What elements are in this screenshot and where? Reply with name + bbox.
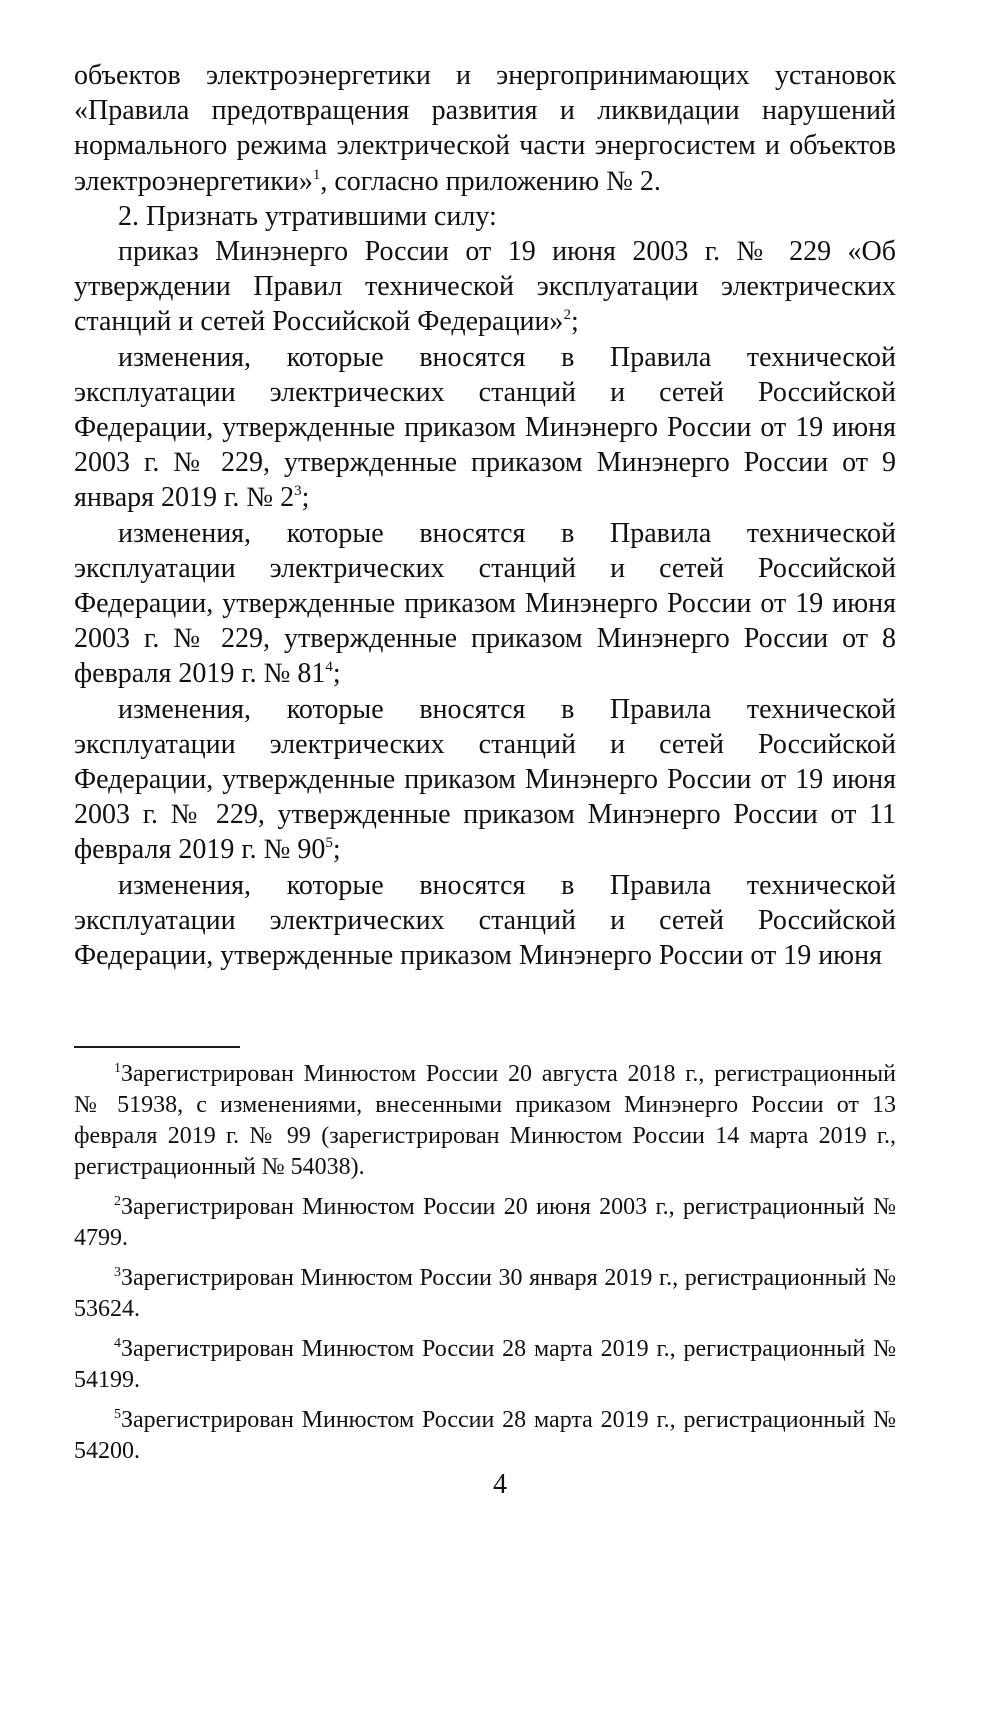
paragraph-tail: ; <box>301 482 310 514</box>
footnote-item <box>74 1405 896 1467</box>
paragraph-tail: ; <box>570 306 579 338</box>
paragraph-change-1 <box>74 340 896 516</box>
paragraph-tail: ; <box>332 658 341 690</box>
paragraph-item-2: 2. Признать утратившими силу: <box>118 200 497 232</box>
paragraph-tail: ; <box>332 834 341 866</box>
footnote-ref[interactable]: 4 <box>325 659 333 676</box>
footnote-item <box>74 1334 896 1396</box>
paragraph-order-229 <box>74 234 896 340</box>
paragraph-text: приказ Минэнерго России от 19 июня 2003 г. № 229 «Об утверждении Правил технической эксплуатации электрических станций и сетей Российской Федерации» <box>74 236 896 338</box>
footnote-mark: 5 <box>114 1407 121 1422</box>
paragraph-tail: , согласно приложению № 2. <box>320 165 661 197</box>
footnote-mark: 3 <box>114 1265 121 1280</box>
footnote-text: Зарегистрирован Минюстом России 20 августа 2018 г., регистрационный № 51938, с изменениями, внесенными приказом Минэнерго России от 13 февраля 2019 г. № 99 (зарегистрирован Минюстом России 14 марта 2019 г., регистрационный № 54038). <box>74 1061 896 1180</box>
footnote-mark: 1 <box>114 1061 121 1076</box>
footnote-text: Зарегистрирован Минюстом России 30 января 2019 г., регистрационный № 53624. <box>74 1265 896 1322</box>
footnotes <box>74 1059 896 1476</box>
footnote-item <box>74 1059 896 1183</box>
footnote-ref[interactable]: 5 <box>325 835 333 852</box>
footnote-item <box>74 1192 896 1254</box>
footnote-separator <box>74 1046 240 1048</box>
footnote-ref[interactable]: 3 <box>294 483 302 500</box>
page-number: 4 <box>493 1469 507 1500</box>
footnote-mark: 4 <box>114 1336 121 1351</box>
footnote-text: Зарегистрирован Минюстом России 28 марта 2019 г., регистрационный № 54200. <box>74 1407 896 1464</box>
main-text <box>74 58 896 973</box>
paragraph-text: изменения, которые вносятся в Правила технической эксплуатации электрических станций и сетей Российской Федерации, утвержденные приказом Минэнерго России от 19 июня 2003 г. № 229, утвержденные приказом Минэнерго России от 9 января 2019 г. № 2 <box>74 341 896 514</box>
paragraph-text: изменения, которые вносятся в Правила технической эксплуатации электрических станций и сетей Российской Федерации, утвержденные приказом Минэнерго России от 19 июня 2003 г. № 229, утвержденные приказом Минэнерго России от 11 февраля 2019 г. № 90 <box>74 693 896 866</box>
paragraph-continuation <box>74 58 896 199</box>
footnote-item <box>74 1263 896 1325</box>
footnote-text: Зарегистрирован Минюстом России 20 июня 2003 г., регистрационный № 4799. <box>74 1194 896 1251</box>
paragraph-text: объектов электроэнергетики и энергопринимающих установок «Правила предотвращения развития и ликвидации нарушений нормального режима электрической части энергосистем и объектов электроэнергетики» <box>74 60 896 197</box>
paragraph-change-4: изменения, которые вносятся в Правила технической эксплуатации электрических станций и сетей Российской Федерации, утвержденные приказом Минэнерго России от 19 июня <box>74 869 896 972</box>
footnote-ref[interactable]: 2 <box>563 307 571 324</box>
footnote-mark: 2 <box>114 1194 121 1209</box>
paragraph-text: изменения, которые вносятся в Правила технической эксплуатации электрических станций и сетей Российской Федерации, утвержденные приказом Минэнерго России от 19 июня 2003 г. № 229, утвержденные приказом Минэнерго России от 8 февраля 2019 г. № 81 <box>74 517 896 690</box>
footnote-ref[interactable]: 1 <box>312 166 321 183</box>
footnote-text: Зарегистрирован Минюстом России 28 марта 2019 г., регистрационный № 54199. <box>74 1336 896 1393</box>
paragraph-change-2 <box>74 516 896 692</box>
paragraph-change-3 <box>74 692 896 868</box>
